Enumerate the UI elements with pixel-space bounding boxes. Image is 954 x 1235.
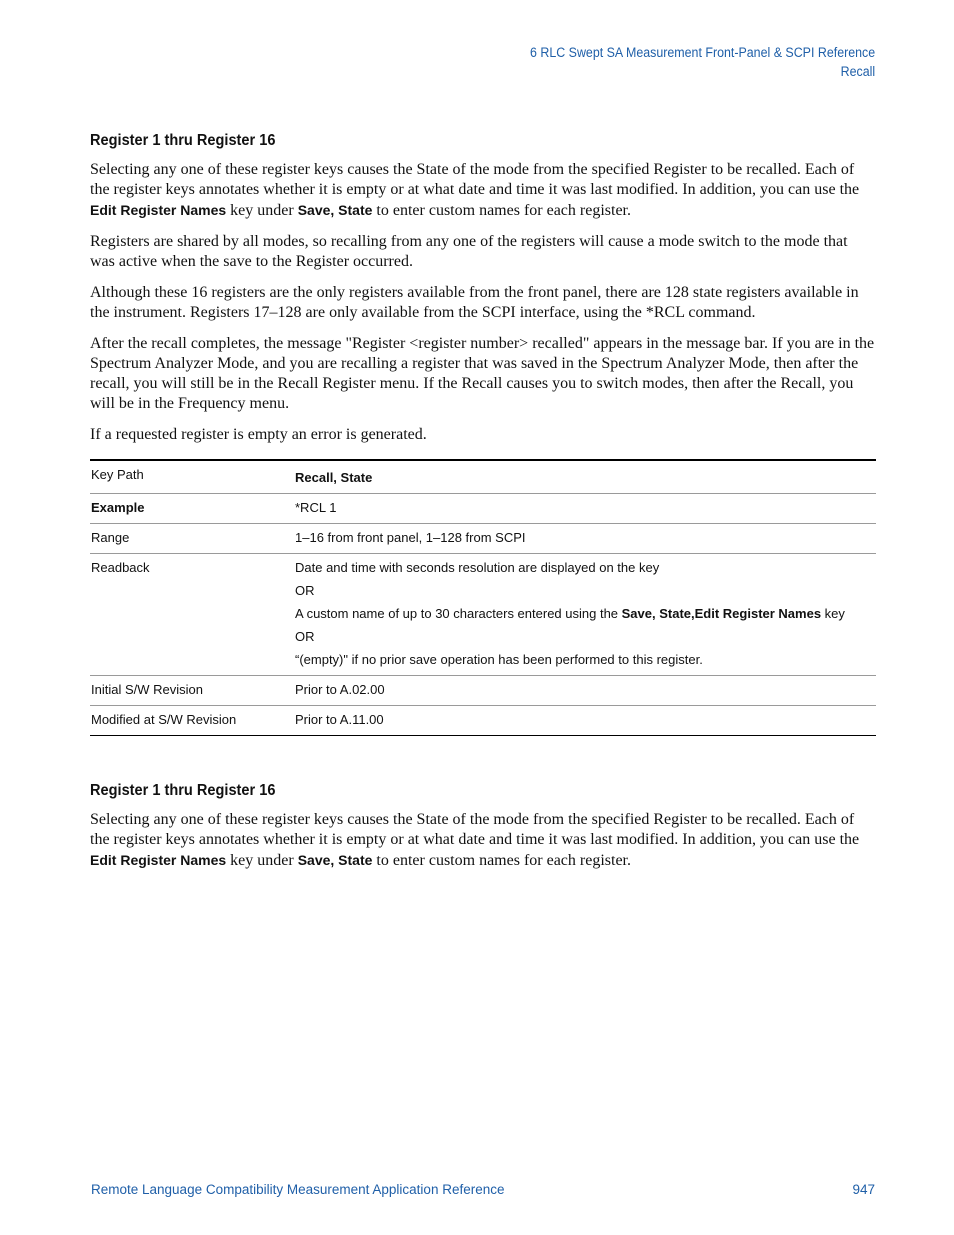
section-heading: Register 1 thru Register 16 — [90, 782, 276, 799]
table-row — [90, 706, 876, 736]
keyword-save-state: Save, State — [297, 202, 373, 218]
keyword-save-state-edit-register-names: Save, State,Edit Register Names — [621, 606, 822, 621]
modified-revision-value: Prior to A.11.00 — [294, 706, 876, 736]
header-section: Recall — [840, 64, 875, 79]
paragraph: Registers are shared by all modes, so recalling from any one of the registers will cause a mode switch to the mode that was active when the save to the Register occurred. — [90, 233, 848, 270]
readback-label: Readback — [90, 554, 294, 676]
readback-line: “(empty)" if no prior save operation has been performed to this register. — [295, 652, 703, 667]
reference-table — [90, 459, 876, 736]
paragraph: Although these 16 registers are the only registers available from the front panel, there are 128 state registers available in the instrument. Registers 17–128 are only available from the SCPI interface, using the *RCL command. — [90, 284, 859, 321]
initial-revision-value: Prior to A.02.00 — [294, 676, 876, 706]
range-value: 1–16 from front panel, 1–128 from SCPI — [294, 524, 876, 554]
paragraph: If a requested register is empty an error is generated. — [90, 426, 427, 443]
page-content — [90, 132, 876, 882]
key-path-value: Recall, State — [295, 470, 373, 485]
readback-or: OR — [295, 583, 315, 598]
footer-title: Remote Language Compatibility Measurement Application Reference — [91, 1182, 505, 1197]
keyword-save-state: Save, State — [297, 852, 373, 868]
example-value: *RCL 1 — [294, 494, 876, 524]
section-2 — [90, 782, 876, 871]
text-run: Selecting any one of these register keys causes the State of the mode from the specified Register to be recalled. Each of the register keys annotates whether it is empty or at what date and time it was last modified. In addition, you can use the — [90, 811, 860, 848]
paragraph — [90, 810, 876, 871]
text-run: key under — [226, 202, 298, 219]
paragraph: After the recall completes, the message "Register <register number> recalled" appears in the message bar. If you are in the Spectrum Analyzer Mode, and you are recalling a register that was saved in the Spectrum Analyzer Mode, then after the recall, you will still be in the Recall Register menu. If the Recall causes you to switch modes, then after the Recall, you will be in the Frequency menu. — [90, 335, 875, 412]
text-run: key — [821, 606, 845, 621]
keyword-edit-register-names: Edit Register Names — [90, 852, 227, 868]
table-row — [90, 460, 876, 494]
example-label: Example — [90, 494, 294, 524]
page-footer — [91, 1182, 875, 1197]
running-header — [530, 43, 875, 81]
paragraph — [90, 160, 876, 221]
initial-revision-label: Initial S/W Revision — [90, 676, 294, 706]
modified-revision-label: Modified at S/W Revision — [90, 706, 294, 736]
text-run: to enter custom names for each register. — [372, 852, 631, 869]
keyword-edit-register-names: Edit Register Names — [90, 202, 227, 218]
table-row — [90, 554, 876, 676]
table-row — [90, 524, 876, 554]
readback-line: Date and time with seconds resolution are displayed on the key — [295, 560, 660, 575]
table-row — [90, 494, 876, 524]
readback-value — [294, 554, 876, 676]
section-heading: Register 1 thru Register 16 — [90, 132, 276, 149]
text-run: A custom name of up to 30 characters entered using the — [295, 606, 622, 621]
text-run: key under — [226, 852, 298, 869]
page-number: 947 — [852, 1182, 875, 1197]
readback-line — [295, 605, 874, 623]
table-row — [90, 676, 876, 706]
range-label: Range — [90, 524, 294, 554]
text-run: Selecting any one of these register keys causes the State of the mode from the specified Register to be recalled. Each of the register keys annotates whether it is empty or at what date and time it was last modified. In addition, you can use the — [90, 161, 860, 198]
key-path-label: Key Path — [91, 467, 144, 482]
header-chapter: 6 RLC Swept SA Measurement Front-Panel & SCPI Reference — [529, 45, 875, 60]
text-run: to enter custom names for each register. — [372, 202, 631, 219]
readback-or: OR — [295, 629, 315, 644]
